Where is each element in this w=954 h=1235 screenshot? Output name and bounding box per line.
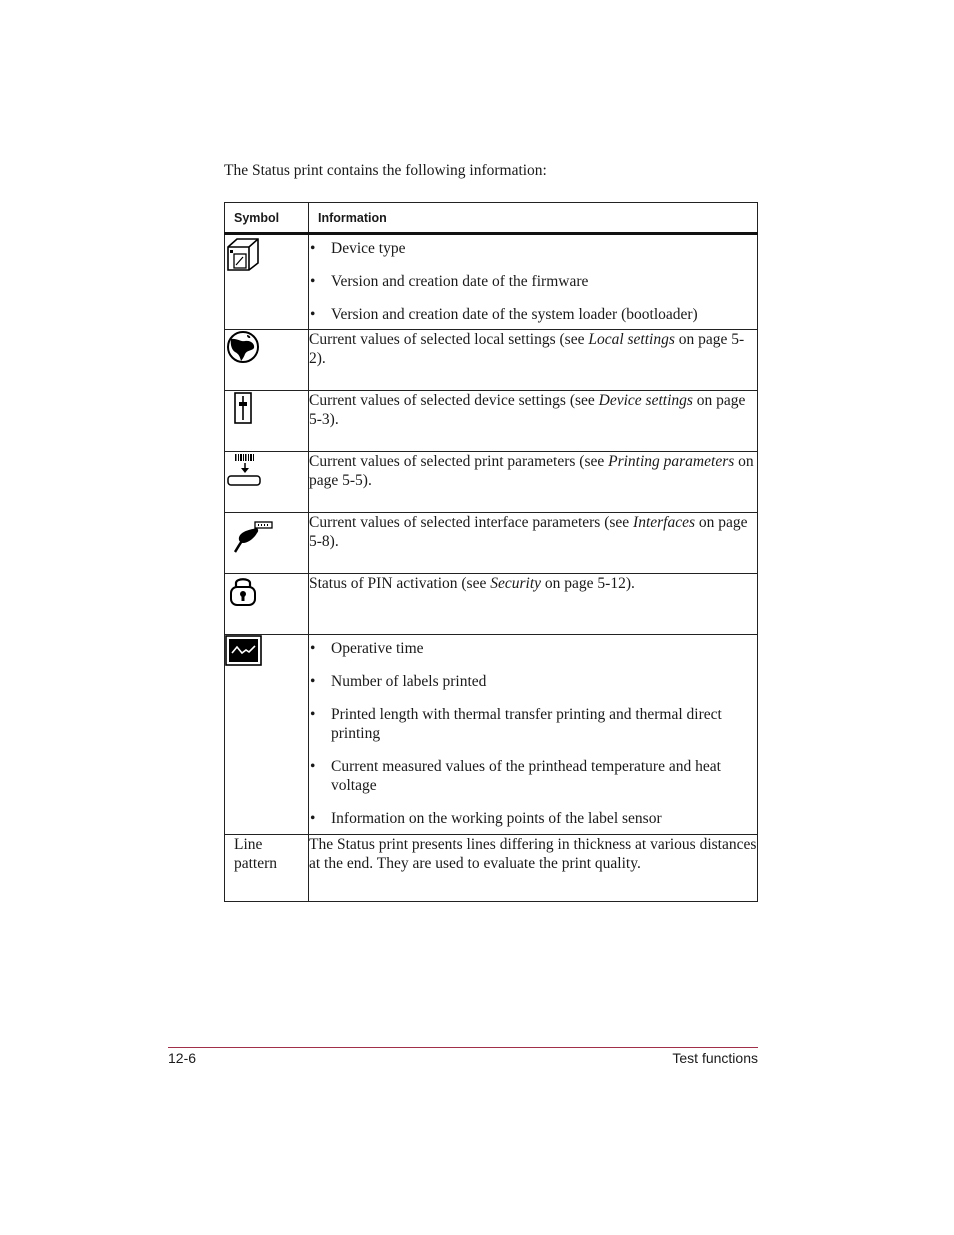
line-pattern-label: Line pattern (225, 835, 309, 902)
security-text (309, 574, 757, 593)
padlock-icon (225, 574, 308, 608)
printing-parameters-reference: Printing parameters (608, 453, 735, 470)
text-segment: on page 5-5). (309, 453, 754, 489)
text-segment: Current values of selected local settings (see (309, 331, 589, 348)
text-segment: on page 5-2). (309, 331, 745, 367)
table-row (225, 513, 758, 574)
interface-plug-icon (233, 519, 308, 555)
security-reference: Security (490, 575, 542, 592)
table-row (225, 452, 758, 513)
print-parameters-icon (225, 452, 308, 488)
table-row (225, 574, 758, 635)
device-settings-text (309, 391, 757, 429)
interfaces-text (309, 513, 757, 551)
list-item: • Device type (309, 239, 757, 258)
text-segment: Current values of selected interface parameters (see (309, 514, 634, 531)
list-item: • Number of labels printed (309, 672, 757, 691)
header-symbol: Symbol (225, 203, 309, 234)
list-item: • Version and creation date of the system loader (bootloader) (309, 305, 757, 324)
intro-text: The Status print contains the following information: (224, 162, 547, 179)
device-settings-reference: Device settings (598, 392, 693, 409)
footer-rule (168, 1047, 758, 1048)
monitor-graph-icon (225, 635, 308, 667)
text-segment: on page 5-8). (309, 514, 748, 550)
text-segment: on page 5-12). (541, 575, 635, 592)
table-header-row (225, 203, 758, 234)
table-row (225, 835, 758, 902)
text-segment: Status of PIN activation (see (309, 575, 491, 592)
list-item: • Version and creation date of the firmware (309, 272, 757, 291)
interfaces-reference: Interfaces (633, 514, 696, 531)
page-number: 12-6 (168, 1050, 197, 1066)
section-title: Test functions (672, 1050, 758, 1066)
list-item: • Information on the working points of the label sensor (309, 809, 757, 828)
table-row (225, 234, 758, 330)
list-item: • Operative time (309, 639, 757, 658)
print-parameters-text (309, 452, 757, 490)
text-segment: Current values of selected print parameters (see (309, 453, 609, 470)
list-item: • Current measured values of the printhead temperature and heat voltage (309, 757, 757, 795)
device-icon (225, 235, 308, 271)
table-row (225, 330, 758, 391)
header-information: Information (309, 203, 758, 234)
line-pattern-text: The Status print presents lines differing in thickness at various distances at the end. They are used to evaluate the print quality. (309, 836, 757, 872)
device-info-list (309, 239, 757, 324)
list-item: • Printed length with thermal transfer printing and thermal direct printing (309, 705, 757, 743)
text-segment: Current values of selected device settings (see (309, 392, 599, 409)
globe-icon (225, 330, 308, 364)
local-settings-text (309, 330, 757, 368)
local-settings-reference: Local settings (588, 331, 675, 348)
table-row (225, 635, 758, 835)
device-settings-icon (225, 391, 308, 425)
table-row (225, 391, 758, 452)
text-segment: on page 5-3). (309, 392, 746, 428)
operating-data-list (309, 639, 757, 828)
status-table (224, 202, 758, 902)
